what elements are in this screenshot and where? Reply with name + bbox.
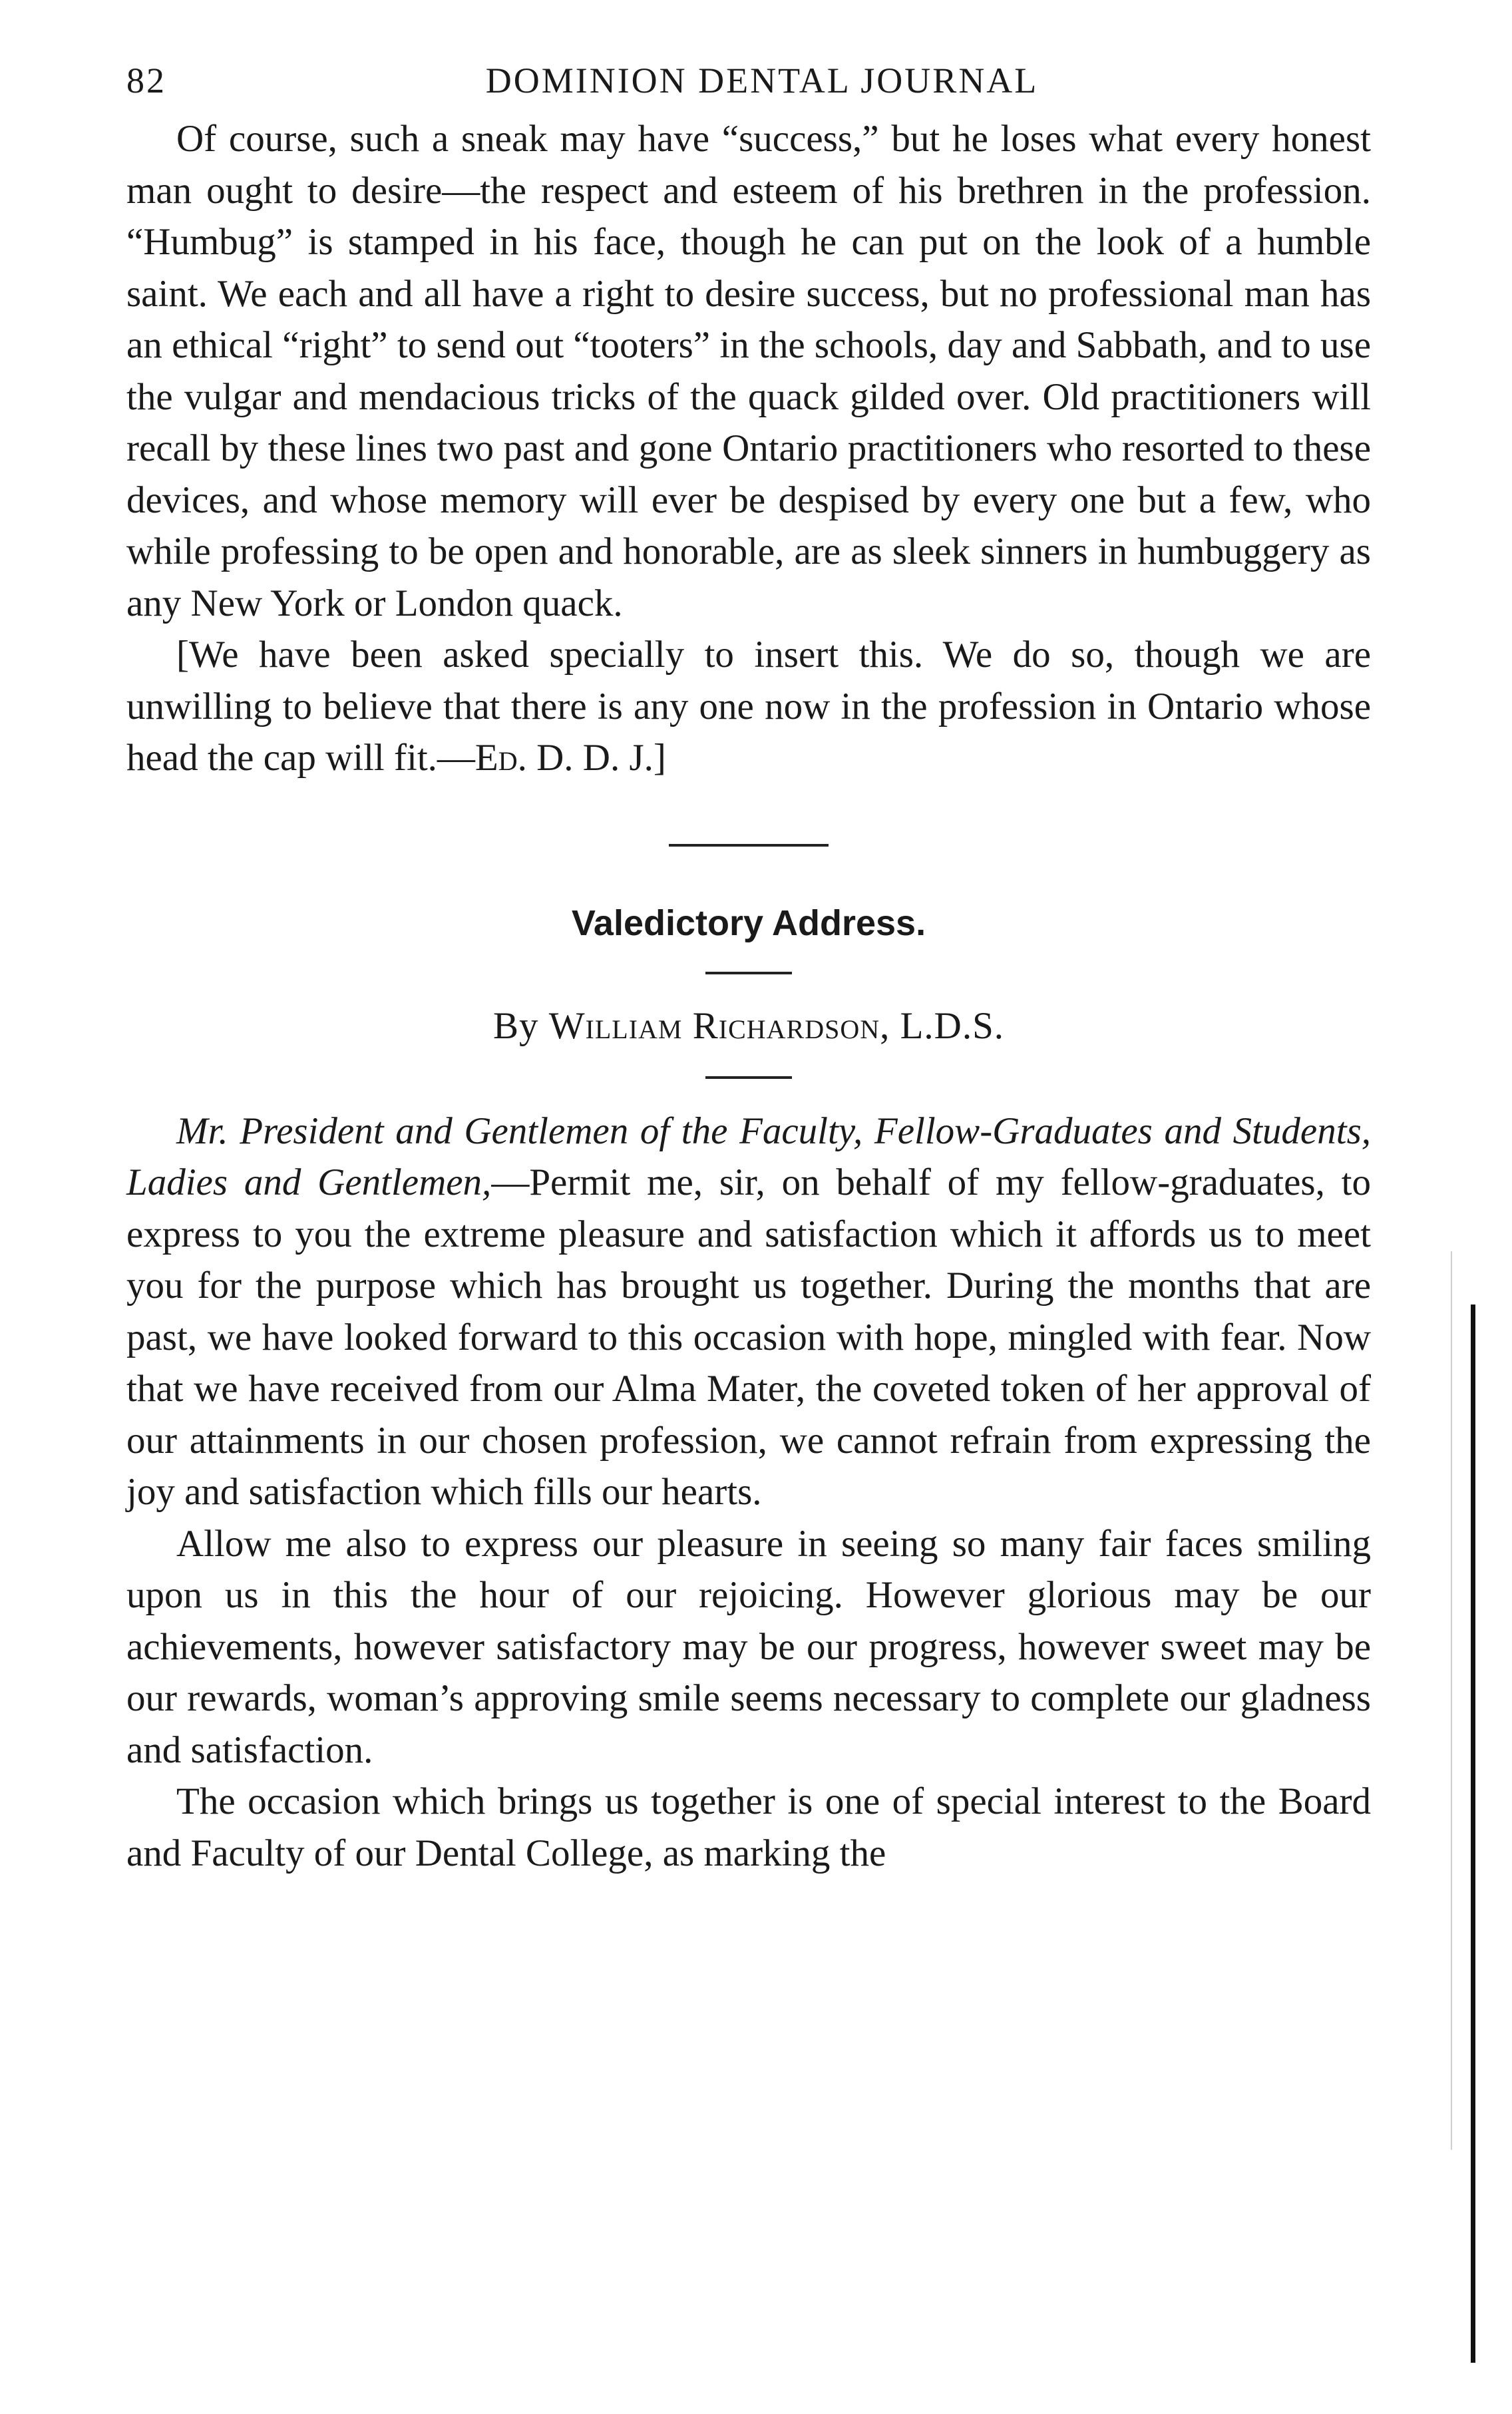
page [126, 60, 1371, 1879]
paragraph-text: —Permit me, sir, on behalf of my fellow-graduates, to express to you the extreme pleasure and satisfaction which it affords us to meet you for the purpose which has brought us together. During the months that are past, we have looked forward to this occasion with hope, mingled with fear. Now that we have received from our Alma Mater, the coveted token of her approval of our attainments in our chosen profession, we cannot refrain from expressing the joy and satisfaction which fills our hearts. [126, 1161, 1371, 1513]
editor-note [126, 629, 1371, 784]
author-name: William Richardson [548, 1004, 880, 1047]
section-divider [669, 844, 829, 847]
editor-note-text: [We have been asked specially to insert this. We do so, though we are unwilling to believe that there is any one now in the profession in Ontario whose head the cap will fit.— [126, 634, 1371, 779]
editor-note-close: ] [653, 737, 666, 779]
salutation: Mr. President and Gentlemen of the Faculty, Fellow-Graduates and Students, Ladies and Gentlemen, [126, 1109, 1371, 1203]
article-paragraph: Allow me also to express our pleasure in seeing so many fair faces smiling upon us in this the hour of our rejoicing. However glorious may be our achievements, however satisfactory may be our progress, however sweet may be our rewards, woman’s approving smile seems necessary to complete our gladness and satisfaction. [126, 1522, 1371, 1771]
article-title: Valedictory Address. [571, 903, 926, 943]
journal-title: DOMINION DENTAL JOURNAL [485, 61, 1039, 101]
article-paragraph [126, 1106, 1371, 1518]
article-paragraph: The occasion which brings us together is one of special interest to the Board and Faculty of our Dental College, as marking the [126, 1780, 1371, 1874]
article-body [126, 1106, 1371, 1880]
scan-margin-line [1451, 1251, 1452, 2150]
byline [126, 1001, 1371, 1051]
scan-margin-bar [1471, 1305, 1475, 2363]
title-divider [705, 972, 792, 974]
byline-prefix: By [492, 1004, 549, 1047]
page-number: 82 [126, 61, 166, 101]
byline-divider [705, 1076, 792, 1079]
continuation-text [126, 113, 1371, 784]
running-head [126, 60, 1371, 113]
continuation-paragraph: Of course, such a sneak may have “success,” but he loses what every honest man ought to desire—the respect and esteem of his brethren in the profession. “Humbug” is stamped in his face, though he can put on the look of a humble saint. We each and all have a right to desire success, but no professional man has an ethical “right” to send out “tooters” in the schools, day and Sabbath, and to use the vulgar and mendacious tricks of the quack gilded over. Old practitioners will recall by these lines two past and gone Ontario practitioners who resorted to these devices, and whose memory will ever be despised by every one but a few, who while professing to be open and honorable, are as sleek sinners in humbuggery as any New York or London quack. [126, 118, 1371, 624]
author-credentials: , L.D.S. [880, 1004, 1005, 1047]
editor-signature: Ed. D. D. J. [474, 737, 654, 779]
